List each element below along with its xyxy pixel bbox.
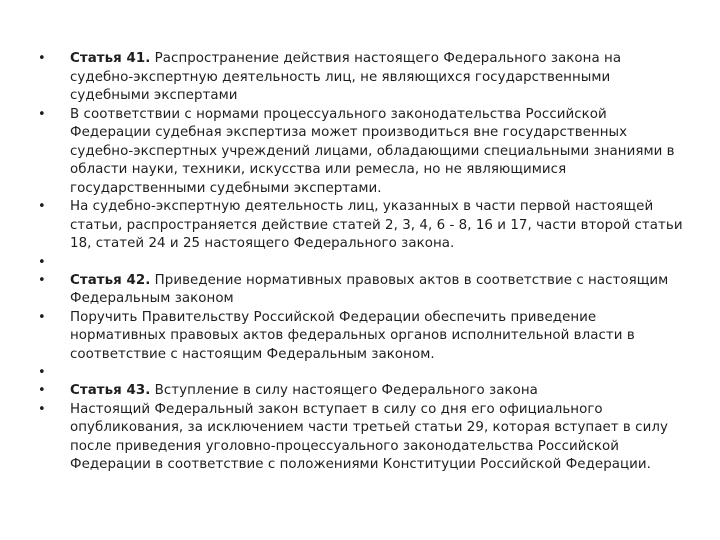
article-42-title: Приведение нормативных правовых актов в соответствие с настоящим Федеральным законом [70, 272, 669, 306]
paragraph-text: В соответствии с нормами процессуального законодательства Российской Федерации судебная экспертиза может производиться вне государственных судебно-экспертных учреждений лицами, обладающими специальными знаниями в области науки, техники, искусства или ремесла, но не являющимися государственными судебными экспертами. [70, 106, 675, 196]
item-text-wrap [70, 382, 684, 401]
paragraph-text: Поручить Правительству Российской Федерации обеспечить приведение нормативных правовых актов федеральных органов исполнительной власти в соответствие с настоящим Федеральным законом. [70, 309, 635, 362]
bullet-icon: • [38, 254, 46, 270]
item-text-wrap [70, 50, 684, 106]
bullet-icon: • [38, 401, 46, 417]
article-41-title: Распространение действия настоящего Федерального закона на судебно-экспертную деятельность лиц, не являющихся государственными судебными экспертами [70, 51, 622, 103]
list-item-paragraph [34, 401, 684, 475]
list-item-article-43 [34, 382, 684, 401]
bullet-icon: • [38, 383, 46, 398]
list-item-empty [34, 364, 684, 382]
article-43-heading: Статья 43. [70, 383, 151, 398]
bullet-icon: • [38, 309, 46, 325]
bullet-icon: • [38, 272, 46, 288]
list-item-paragraph [34, 198, 684, 254]
article-41-heading: Статья 41. [70, 51, 151, 66]
bullet-icon: • [38, 106, 46, 122]
list-item-article-42 [34, 272, 684, 309]
item-text-wrap [70, 272, 684, 309]
article-43-title: Вступление в силу настоящего Федерального закона [154, 383, 538, 398]
list-item-article-41 [34, 50, 684, 106]
bullet-icon: • [38, 51, 46, 66]
bullet-list [34, 50, 684, 475]
bullet-icon: • [38, 199, 46, 214]
paragraph-text: Настоящий Федеральный закон вступает в силу со дня его официального опубликования, за исключением части третьей статьи 29, которая вступает в силу после приведения уголовно-процессуального законодательства Российской Федерации в соответствие с положениями Конституции Российской Федерации. [70, 401, 668, 472]
paragraph-text: На судебно-экспертную деятельность лиц, указанных в части первой настоящей статьи, распространяется действие статей 2, 3, 4, 6 - 8, 16 и 17, части второй статьи 18, статей 24 и 25 настоящего Федерального закона. [70, 199, 683, 251]
list-item-empty [34, 254, 684, 272]
bullet-icon: • [38, 365, 46, 380]
list-item-paragraph [34, 106, 684, 199]
article-42-heading: Статья 42. [70, 272, 151, 288]
list-item-paragraph [34, 309, 684, 365]
